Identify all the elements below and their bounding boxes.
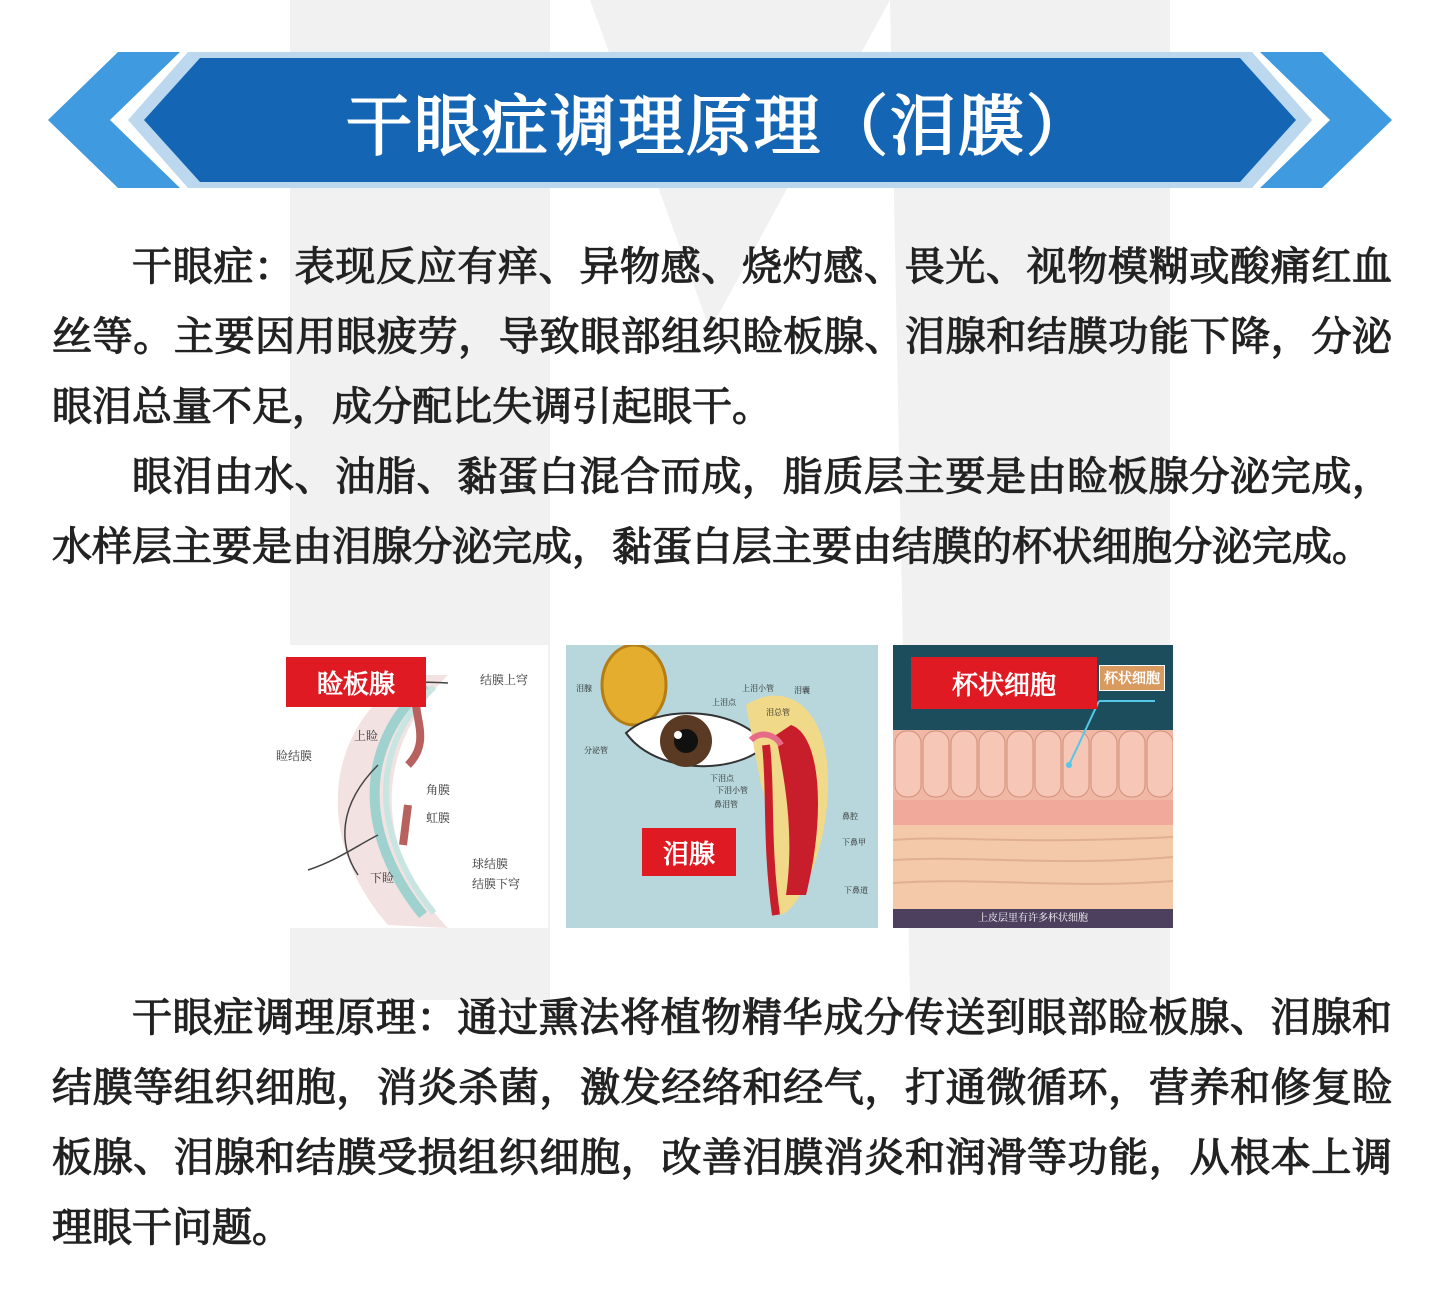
label-lower-lid: 下睑 — [370, 871, 395, 885]
label-upper-punctum: 上泪点 — [712, 698, 736, 707]
meibomian-gland-figure — [258, 645, 548, 928]
label-palpebral-conj: 睑结膜 — [276, 749, 313, 763]
page-title: 干眼症调理原理（泪膜） — [346, 87, 1094, 165]
label-upper-canal: 上泪小管 — [742, 684, 774, 693]
lacrimal-gland-tag: 泪腺 — [642, 828, 736, 876]
label-lower-canal: 下泪小管 — [716, 786, 748, 795]
label-nasolacrimal: 鼻泪管 — [714, 800, 738, 809]
label-sac: 泪囊 — [794, 686, 810, 695]
lacrimal-gland-figure — [566, 645, 878, 928]
goblet-callout-label: 杯状细胞 — [1099, 665, 1165, 691]
label-lower-punctum: 下泪点 — [710, 774, 734, 783]
label-nasal-cavity: 鼻腔 — [842, 812, 858, 821]
tear-composition-paragraph: 眼泪由水、油脂、黏蛋白混合而成，脂质层主要是由睑板腺分泌完成，水样层主要是由泪腺分泌完成，黏蛋白层主要由结膜的杯状细胞分泌完成。 — [52, 454, 1392, 570]
goblet-cell-tag: 杯状细胞 — [911, 657, 1097, 709]
goblet-caption: 上皮层里有许多杯状细胞 — [978, 913, 1088, 924]
label-inferior-turbinate: 下鼻甲 — [842, 838, 866, 847]
principle-paragraph: 干眼症调理原理：通过熏法将植物精华成分传送到眼部睑板腺、泪腺和结膜等组织细胞，消炎杀菌，激发经络和经气，打通微循环，营养和修复睑板腺、泪腺和结膜受损组织细胞，改善泪膜消炎和润滑等功能，从根本上调理眼干问题。 — [52, 995, 1392, 1251]
label-excretory: 分泌管 — [584, 746, 608, 755]
label-duct: 泪总管 — [766, 708, 790, 717]
label-conj-fornix-upper: 结膜上穹 — [480, 673, 529, 687]
label-iris: 虹膜 — [426, 811, 451, 825]
label-bulbar-conj: 球结膜 — [472, 857, 509, 871]
label-cornea: 角膜 — [426, 783, 451, 797]
symptoms-paragraph: 干眼症：表现反应有痒、异物感、烧灼感、畏光、视物模糊或酸痛红血丝等。主要因用眼疲劳，导致眼部组织睑板腺、泪腺和结膜功能下降，分泌眼泪总量不足，成分配比失调引起眼干。 — [52, 244, 1392, 430]
label-gland: 泪腺 — [576, 684, 592, 693]
label-upper-lid: 上睑 — [354, 729, 379, 743]
label-conj-fornix-lower: 结膜下穹 — [472, 877, 521, 891]
label-inferior-meatus: 下鼻道 — [844, 886, 868, 895]
goblet-cell-figure — [893, 645, 1173, 928]
meibomian-gland-tag: 睑板腺 — [286, 657, 426, 707]
